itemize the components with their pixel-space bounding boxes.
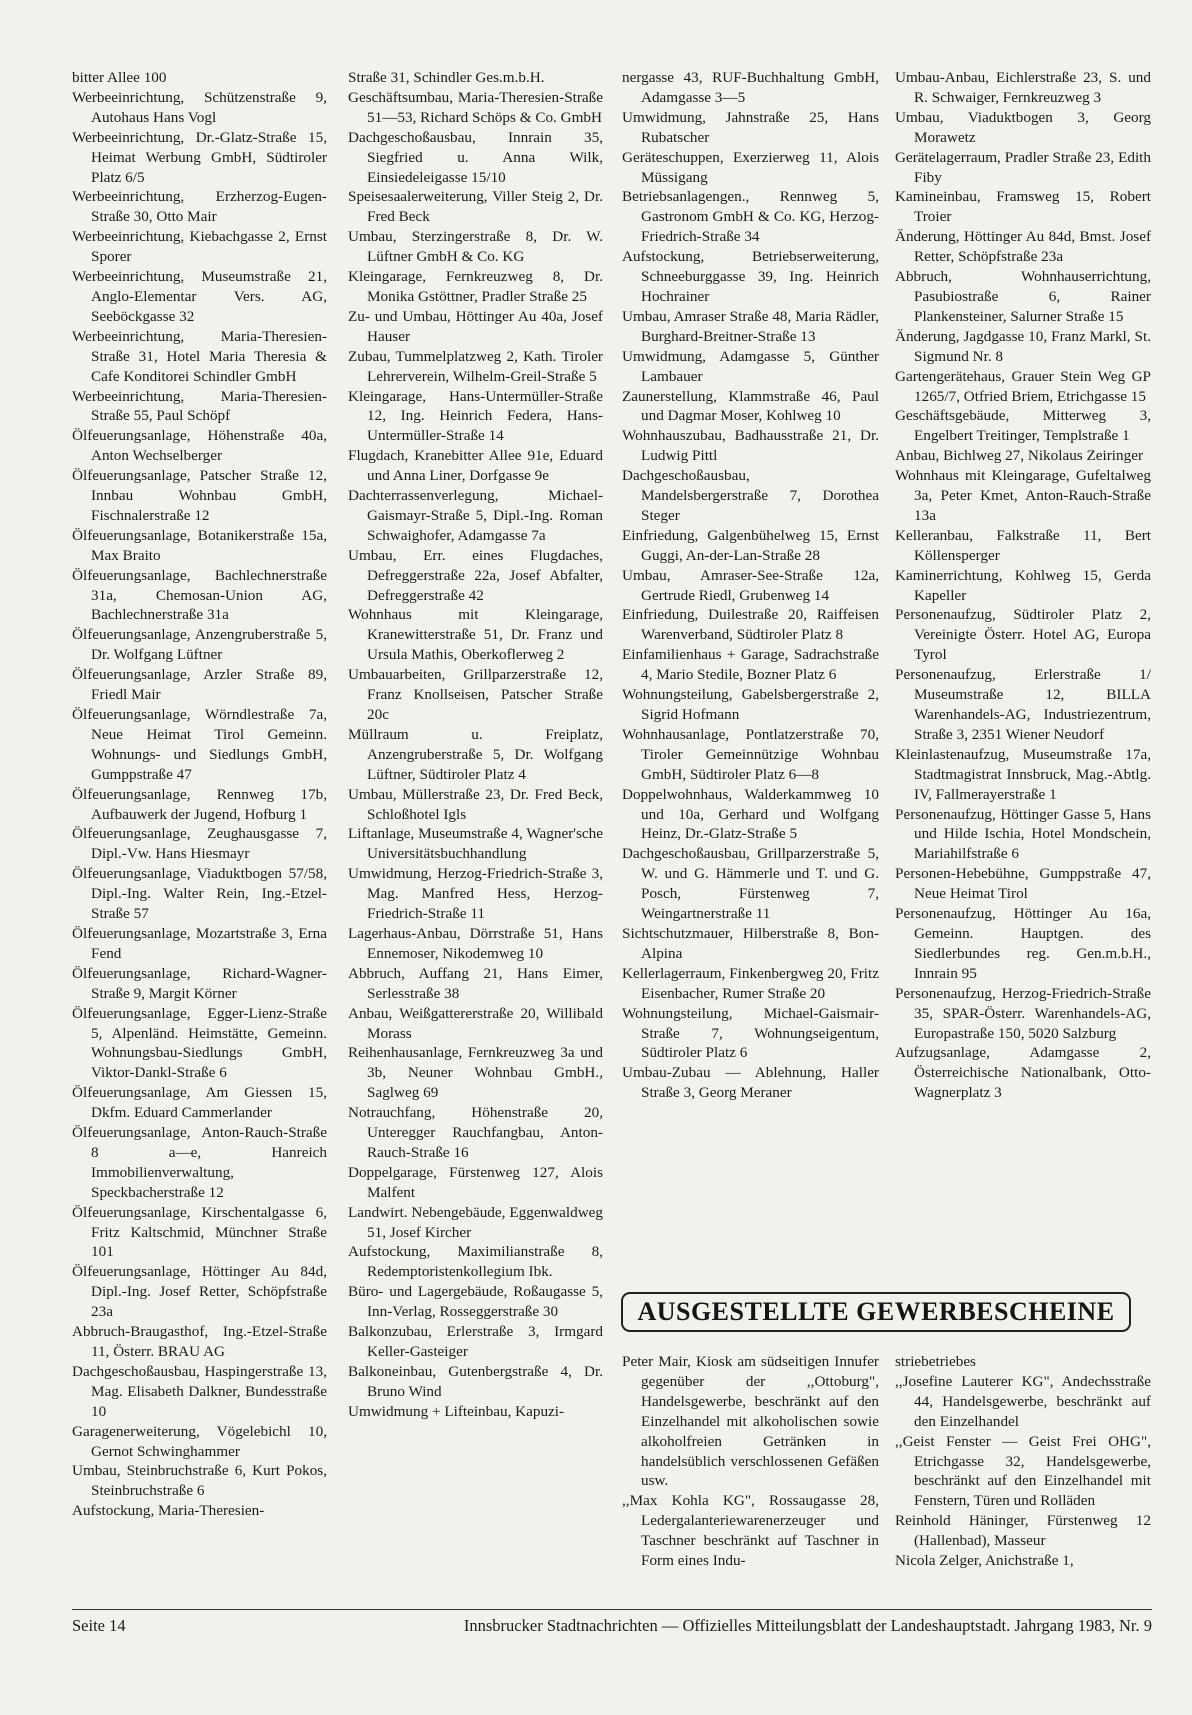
list-entry: Personenaufzug, Erlerstraße 1/ Museumstraße 12, BILLA Warenhandels-AG, Industriezentrum, Straße 3, 2351 Wiener Neudorf: [895, 666, 1151, 743]
gewerbe-column-1: [622, 1352, 879, 1571]
list-entry: ,,Josefine Lauterer KG", Andechsstraße 44, Handelsgewerbe, beschränkt auf den Einzelhandel: [895, 1372, 1151, 1430]
list-entry: Umbau, Amraser Straße 48, Maria Rädler, Burghard-Breitner-Straße 13: [622, 307, 879, 345]
list-entry: Zubau, Tummelplatzweg 2, Kath. Tiroler Lehrerverein, Wilhelm-Greil-Straße 5: [348, 347, 603, 385]
list-entry: Geräteschuppen, Exerzierweg 11, Alois Müssigang: [622, 148, 879, 186]
list-entry: Reinhold Häninger, Fürstenweg 12 (Hallenbad), Masseur: [895, 1512, 1151, 1550]
list-entry: Zaunerstellung, Klammstraße 46, Paul und Dagmar Moser, Kohlweg 10: [622, 387, 879, 425]
list-entry: Aufzugsanlage, Adamgasse 2, Österreichische Nationalbank, Otto-Wagnerplatz 3: [895, 1044, 1151, 1102]
list-entry: Ölfeuerungsanlage, Egger-Lienz-Straße 5, Alpenländ. Heimstätte, Gemeinn. Wohnungsbau-Siedlungs GmbH, Viktor-Dankl-Straße 6: [72, 1004, 327, 1082]
list-entry: Umbau-Anbau, Eichlerstraße 23, S. und R. Schwaiger, Fernkreuzweg 3: [895, 69, 1151, 106]
list-entry: Dachgeschoßausbau, Grillparzerstraße 5, W. und G. Hämmerle und T. und G. Posch, Fürstenweg 7, Weingartnerstraße 11: [622, 845, 879, 923]
list-entry: Gerätelagerraum, Pradler Straße 23, Edith Fiby: [895, 148, 1151, 186]
list-entry: Nicola Zelger, Anichstraße 1,: [895, 1552, 1074, 1570]
list-entry: Ölfeuerungsanlage, Arzler Straße 89, Friedl Mair: [72, 666, 327, 704]
list-entry: Aufstockung, Betriebserweiterung, Schneeburggasse 39, Ing. Heinrich Hochrainer: [622, 248, 879, 305]
list-entry: Kleinlastenaufzug, Museumstraße 17a, Stadtmagistrat Innsbruck, Mag.-Abtlg. IV, Fallmerayerstraße 1: [895, 745, 1151, 803]
list-entry: Einfriedung, Duilestraße 20, Raiffeisen Warenverband, Südtiroler Platz 8: [622, 606, 879, 644]
list-entry: Kellerlagerraum, Finkenbergweg 20, Fritz Eisenbacher, Rumer Straße 20: [622, 964, 879, 1002]
list-entry: Werbeeinrichtung, Schützenstraße 9, Autohaus Hans Vogl: [72, 88, 327, 126]
list-entry: Umbau, Err. eines Flugdaches, Defreggerstraße 22a, Josef Abfalter, Defreggerstraße 42: [348, 546, 603, 604]
list-entry: Ölfeuerungsanlage, Anton-Rauch-Straße 8 a—e, Hanreich Immobilienverwaltung, Speckbacherstraße 12: [72, 1124, 327, 1201]
list-entry: Doppelwohnhaus, Walderkammweg 10 und 10a, Gerhard und Wolfgang Heinz, Dr.-Glatz-Straße 5: [622, 785, 879, 843]
list-entry: Abbruch, Wohnhauserrichtung, Pasubiostraße 6, Rainer Plankensteiner, Salurner Straße 15: [895, 268, 1151, 325]
list-entry: Werbeeinrichtung, Maria-Theresien-Straße 31, Hotel Maria Theresia & Cafe Konditorei Schindler GmbH: [72, 327, 327, 385]
list-entry: Betriebsanlagengen., Rennweg 5, Gastronom GmbH & Co. KG, Herzog-Friedrich-Straße 34: [622, 188, 879, 246]
list-entry: Umwidmung, Jahnstraße 25, Hans Rubatscher: [622, 108, 879, 146]
page-number: Seite 14: [72, 1616, 126, 1635]
list-entry: Geschäftsgebäude, Mitterweg 3, Engelbert Treitinger, Templstraße 1: [895, 407, 1151, 445]
list-entry: Abbruch-Braugasthof, Ing.-Etzel-Straße 11, Österr. BRAU AG: [72, 1323, 327, 1360]
column-2: [348, 68, 603, 1422]
publication-line: Innsbrucker Stadtnachrichten — Offizielles Mitteilungsblatt der Landeshauptstadt. Jahrgang 1983, Nr. 9: [463, 1616, 1152, 1635]
list-entry: Umbau-Zubau — Ablehnung, Haller Straße 3, Georg Meraner: [622, 1064, 879, 1102]
column-1: [72, 68, 327, 1521]
list-entry: Umbau, Sterzingerstraße 8, Dr. W. Lüftner GmbH & Co. KG: [348, 228, 603, 266]
list-entry: Dachterrassenverlegung, Michael-Gaismayr-Straße 5, Dipl.-Ing. Roman Schwaighofer, Adamgasse 7a: [348, 487, 603, 544]
list-entry: Personen-Hebebühne, Gumppstraße 47, Neue Heimat Tirol: [895, 865, 1151, 903]
list-entry: Wohnhaus mit Kleingarage, Kranewitterstraße 51, Dr. Franz und Ursula Mathis, Oberkoflerweg 2: [348, 606, 603, 664]
list-entry: Wohnhaus mit Kleingarage, Gufeltalweg 3a, Peter Kmet, Anton-Rauch-Straße 13a: [895, 467, 1151, 524]
list-entry: Landwirt. Nebengebäude, Eggenwaldweg 51, Josef Kircher: [348, 1203, 603, 1241]
list-entry: Werbeeinrichtung, Kiebachgasse 2, Ernst Sporer: [72, 228, 327, 266]
list-entry: Ölfeuerungsanlage, Patscher Straße 12, Innbau Wohnbau GmbH, Fischnalerstraße 12: [72, 467, 327, 524]
list-entry: Werbeeinrichtung, Dr.-Glatz-Straße 15, Heimat Werbung GmbH, Südtiroler Platz 6/5: [72, 128, 327, 186]
list-entry: Notrauchfang, Höhenstraße 20, Unteregger Rauchfangbau, Anton-Rauch-Straße 16: [348, 1104, 603, 1161]
list-entry: Ölfeuerungsanlage, Mozartstraße 3, Erna Fend: [72, 924, 327, 962]
list-entry: Personenaufzug, Herzog-Friedrich-Straße 35, SPAR-Österr. Warenhandels-AG, Europastraße 150, 5020 Salzburg: [895, 984, 1151, 1042]
list-entry: Ölfeuerungsanlage, Anzengruberstraße 5, Dr. Wolfgang Lüftner: [72, 626, 327, 664]
list-entry: Änderung, Jagdgasse 10, Franz Markl, St. Sigmund Nr. 8: [895, 327, 1151, 365]
list-entry: ,,Max Kohla KG", Rossaugasse 28, Ledergalanteriewarenerzeuger und Taschner beschränkt auf Taschner in Form eines Indu-: [622, 1492, 879, 1570]
section-heading-gewerbescheine: AUSGESTELLTE GEWERBESCHEINE: [621, 1292, 1131, 1332]
list-entry: Abbruch, Auffang 21, Hans Eimer, Serlesstraße 38: [348, 964, 603, 1002]
list-entry: Ölfeuerungsanlage, Rennweg 17b, Aufbauwerk der Jugend, Hofburg 1: [72, 785, 327, 823]
list-entry: Straße 31, Schindler Ges.m.b.H.: [348, 69, 545, 86]
list-entry: Balkonzubau, Erlerstraße 3, Irmgard Keller-Gasteiger: [348, 1323, 603, 1360]
list-entry: Umbau, Amraser-See-Straße 12a, Gertrude Riedl, Grubenweg 14: [622, 566, 879, 604]
list-entry: Balkoneinbau, Gutenbergstraße 4, Dr. Bruno Wind: [348, 1362, 603, 1400]
list-entry: Zu- und Umbau, Höttinger Au 40a, Josef Hauser: [348, 307, 603, 345]
list-entry: Kamineinbau, Framsweg 15, Robert Troier: [895, 188, 1151, 226]
list-entry: Ölfeuerungsanlage, Botanikerstraße 15a, Max Braito: [72, 526, 327, 564]
list-entry: Wohnungsteilung, Michael-Gaismair-Straße 7, Wohnungseigentum, Südtiroler Platz 6: [622, 1004, 879, 1062]
list-entry: Umbauarbeiten, Grillparzerstraße 12, Franz Knollseisen, Patscher Straße 20c: [348, 666, 603, 723]
list-entry: Müllraum u. Freiplatz, Anzengruberstraße 5, Dr. Wolfgang Lüftner, Südtiroler Platz 4: [348, 725, 603, 783]
list-entry: Kleingarage, Fernkreuzweg 8, Dr. Monika Gstöttner, Pradler Straße 25: [348, 268, 603, 305]
list-entry: Werbeeinrichtung, Maria-Theresien-Straße 55, Paul Schöpf: [72, 387, 327, 425]
list-entry: Wohnungsteilung, Gabelsbergerstraße 2, Sigrid Hofmann: [622, 686, 879, 723]
list-entry: Dachgeschoßausbau, Innrain 35, Siegfried u. Anna Wilk, Einsiedeleigasse 15/10: [348, 128, 603, 186]
list-entry: Umwidmung, Herzog-Friedrich-Straße 3, Mag. Manfred Hess, Herzog-Friedrich-Straße 11: [348, 865, 603, 923]
list-entry: Personenaufzug, Südtiroler Platz 2, Vereinigte Österr. Hotel AG, Europa Tyrol: [895, 606, 1151, 664]
list-entry: Dachgeschoßausbau, Haspingerstraße 13, Mag. Elisabeth Dalkner, Bundesstraße 10: [72, 1362, 327, 1420]
list-entry: Reihenhausanlage, Fernkreuzweg 3a und 3b, Neuner Wohnbau GmbH., Saglweg 69: [348, 1044, 603, 1102]
list-entry: Speisesaalerweiterung, Viller Steig 2, Dr. Fred Beck: [348, 188, 603, 226]
list-entry: Kleingarage, Hans-Untermüller-Straße 12, Ing. Heinrich Federa, Hans-Untermüller-Straße 14: [348, 387, 603, 445]
list-entry: Liftanlage, Museumstraße 4, Wagner'sche Universitätsbuchhandlung: [348, 825, 603, 863]
list-entry: Ölfeuerungsanlage, Viaduktbogen 57/58, Dipl.-Ing. Walter Rein, Ing.-Etzel-Straße 57: [72, 865, 327, 923]
list-entry: Ölfeuerungsanlage, Zeughausgasse 7, Dipl.-Vw. Hans Hiesmayr: [72, 825, 327, 863]
list-entry: Umbau, Müllerstraße 23, Dr. Fred Beck, Schloßhotel Igls: [348, 785, 603, 823]
list-entry: Ölfeuerungsanlage, Bachlechnerstraße 31a, Chemosan-Union AG, Bachlechnerstraße 31a: [72, 566, 327, 624]
list-entry: Lagerhaus-Anbau, Dörrstraße 51, Hans Ennemoser, Nikodemweg 10: [348, 924, 603, 962]
list-entry: Umwidmung + Lifteinbau, Kapuzi-: [348, 1402, 565, 1420]
list-entry: Personenaufzug, Höttinger Gasse 5, Hans und Hilde Ischia, Hotel Mondschein, Mariahilfstraße 6: [895, 805, 1151, 863]
list-entry: Wohnhausanlage, Pontlatzerstraße 70, Tiroler Gemeinnützige Wohnbau GmbH, Südtiroler Platz 6—8: [622, 725, 879, 783]
list-entry: Geschäftsumbau, Maria-Theresien-Straße 51—53, Richard Schöps & Co. GmbH: [348, 88, 603, 126]
list-entry: Änderung, Höttinger Au 84d, Bmst. Josef Retter, Schöpfstraße 23a: [895, 228, 1151, 266]
page-footer: [72, 1609, 1152, 1636]
list-entry: Ölfeuerungsanlage, Höhenstraße 40a, Anton Wechselberger: [72, 427, 327, 465]
list-entry: Wohnhauszubau, Badhausstraße 21, Dr. Ludwig Pittl: [622, 427, 879, 465]
list-entry: Einfriedung, Galgenbühelweg 15, Ernst Guggi, An-der-Lan-Straße 28: [622, 526, 879, 564]
list-entry: Anbau, Bichlweg 27, Nikolaus Zeiringer: [895, 447, 1144, 465]
list-entry: Umbau, Steinbruchstraße 6, Kurt Pokos, Steinbruchstraße 6: [72, 1462, 327, 1500]
list-entry: Doppelgarage, Fürstenweg 127, Alois Malfent: [348, 1163, 603, 1201]
list-entry: Kelleranbau, Falkstraße 11, Bert Köllensperger: [895, 526, 1151, 564]
list-entry: Dachgeschoßausbau, Mandelsbergerstraße 7, Dorothea Steger: [622, 467, 879, 524]
list-entry: Ölfeuerungsanlage, Höttinger Au 84d, Dipl.-Ing. Josef Retter, Schöpfstraße 23a: [72, 1263, 327, 1321]
list-entry: ,,Geist Fenster — Geist Frei OHG", Etrichgasse 32, Handelsgewerbe, beschränkt auf den Einzelhandel mit Fenstern, Türen und Rolläden: [895, 1432, 1151, 1510]
list-entry: Aufstockung, Maximilianstraße 8, Redemptoristenkollegium Ibk.: [348, 1243, 603, 1281]
list-entry: Werbeeinrichtung, Erzherzog-Eugen-Straße 30, Otto Mair: [72, 188, 327, 226]
list-entry: Gartengerätehaus, Grauer Stein Weg GP 1265/7, Otfried Briem, Etrichgasse 15: [895, 367, 1151, 405]
list-entry: Peter Mair, Kiosk am südseitigen Innufer gegenüber der ,,Ottoburg", Handelsgewerbe, beschränkt auf den Einzelhandel mit alkoholischen sowie alkoholfreien Getränken in handelsüblich verschlossenen Gefäßen usw.: [622, 1353, 879, 1490]
list-entry: Kaminerrichtung, Kohlweg 15, Gerda Kapeller: [895, 566, 1151, 604]
list-entry: Ölfeuerungsanlage, Wörndlestraße 7a, Neue Heimat Tirol Gemeinn. Wohnungs- und Siedlungs GmbH, Gumppstraße 47: [72, 706, 327, 783]
list-entry: Flugdach, Kranebitter Allee 91e, Eduard und Anna Liner, Dorfgasse 9e: [348, 447, 603, 485]
list-entry: striebetriebes: [895, 1353, 976, 1370]
list-entry: Ölfeuerungsanlage, Am Giessen 15, Dkfm. Eduard Cammerlander: [72, 1084, 327, 1122]
list-entry: Ölfeuerungsanlage, Richard-Wagner-Straße 9, Margit Körner: [72, 964, 327, 1002]
list-entry: Ölfeuerungsanlage, Kirschentalgasse 6, Fritz Kaltschmid, Münchner Straße 101: [72, 1203, 327, 1261]
list-entry: Umwidmung, Adamgasse 5, Günther Lambauer: [622, 347, 879, 385]
column-4: [895, 68, 1151, 1103]
column-3: [622, 68, 879, 1103]
list-entry: Büro- und Lagergebäude, Roßaugasse 5, Inn-Verlag, Rosseggerstraße 30: [348, 1283, 603, 1321]
list-entry: bitter Allee 100: [72, 69, 167, 86]
list-entry: Umbau, Viaduktbogen 3, Georg Morawetz: [895, 108, 1151, 146]
list-entry: Aufstockung, Maria-Theresien-: [72, 1502, 265, 1520]
list-entry: Garagenerweiterung, Vögelebichl 10, Gernot Schwinghammer: [72, 1422, 327, 1460]
list-entry: Personenaufzug, Höttinger Au 16a, Gemeinn. Hauptgen. des Siedlerbundes reg. Gen.m.b.H., Innrain 95: [895, 905, 1151, 982]
list-entry: Anbau, Weißgattererstraße 20, Willibald Morass: [348, 1004, 603, 1042]
list-entry: nergasse 43, RUF-Buchhaltung GmbH, Adamgasse 3—5: [622, 69, 879, 106]
list-entry: Sichtschutzmauer, Hilberstraße 8, Bon-Alpina: [622, 924, 879, 962]
gewerbe-column-2: [895, 1352, 1151, 1571]
list-entry: Einfamilienhaus + Garage, Sadrachstraße 4, Mario Stedile, Bozner Platz 6: [622, 646, 879, 684]
list-entry: Werbeeinrichtung, Museumstraße 21, Anglo-Elementar Vers. AG, Seeböckgasse 32: [72, 268, 327, 325]
